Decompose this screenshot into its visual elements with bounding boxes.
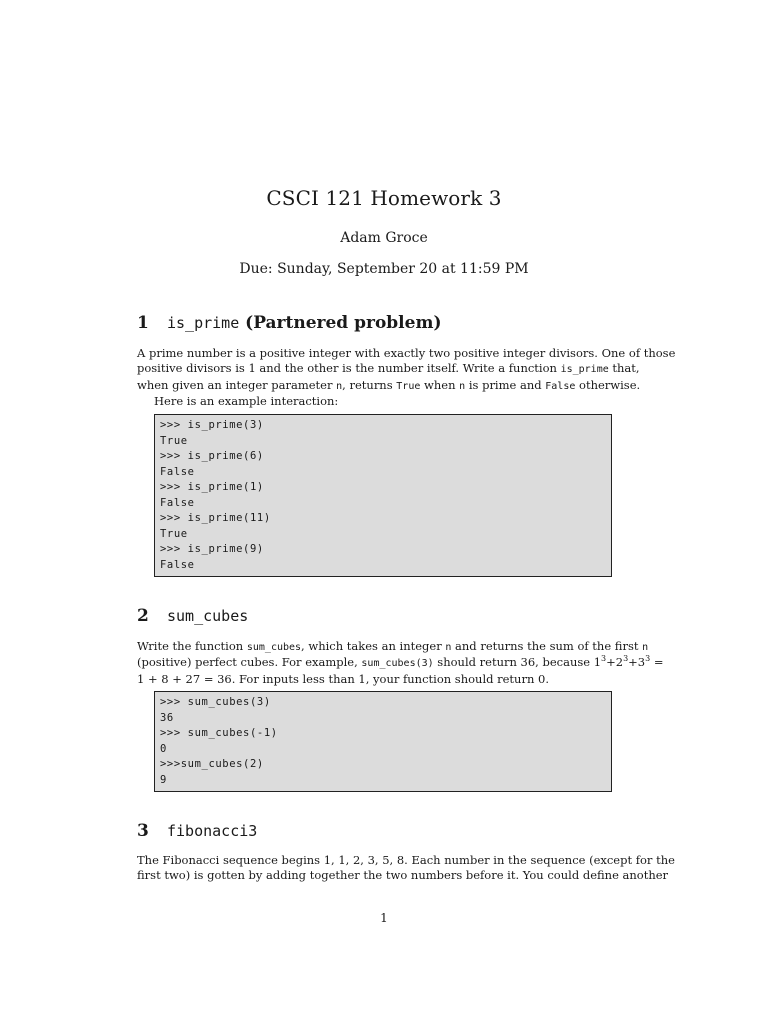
section-title-suffix: (Partnered problem) [239, 313, 442, 333]
inline-code: False [545, 380, 576, 392]
code-line: >>> sum_cubes(3) [160, 696, 271, 708]
inline-code: n [336, 380, 343, 392]
code-line: False [160, 465, 195, 478]
code-block-is-prime [154, 414, 612, 577]
text-run: positive divisors is 1 and the other is the number itself. Write a function [137, 361, 561, 376]
section-number: 3 [137, 821, 149, 841]
paragraph-line [137, 377, 641, 394]
paragraph-line: first two) is gotten by adding together the two numbers before it. You could define another [137, 868, 669, 883]
section-heading-sum-cubes [137, 606, 248, 626]
code-line: False [160, 496, 195, 509]
inline-code: n [459, 380, 466, 392]
section-1-paragraph [137, 346, 676, 410]
text-run: +2 [606, 655, 624, 670]
code-line: >>> is_prime(9) [160, 543, 264, 555]
paragraph-line [137, 654, 664, 671]
section-heading-fibonacci3 [137, 821, 257, 841]
inline-code: sum_cubes [246, 642, 302, 653]
code-line: False [160, 558, 195, 571]
paragraph-line: Here is an example interaction: [154, 394, 339, 409]
text-run: (positive) perfect cubes. For example, [137, 655, 362, 670]
paragraph-line [137, 639, 649, 655]
code-line: >>> is_prime(1) [160, 481, 264, 493]
inline-code: is_prime [560, 364, 609, 376]
code-block-sum-cubes [154, 691, 612, 792]
text-run: = [650, 655, 664, 670]
text-run: , returns [342, 377, 397, 392]
page-title: CSCI 121 Homework 3 [266, 186, 502, 210]
text-run: should return 36, because 1 [433, 655, 602, 670]
text-run: otherwise. [575, 377, 641, 392]
section-2-paragraph [137, 639, 664, 687]
paragraph-line [137, 361, 640, 377]
code-line: >>> is_prime(11) [160, 512, 271, 524]
code-line: 36 [160, 711, 174, 724]
code-line: >>> sum_cubes(-1) [160, 727, 278, 739]
text-run: when [420, 377, 460, 392]
text-run: +3 [628, 655, 646, 670]
inline-code: n [642, 642, 649, 653]
section-code-title: is_prime [167, 314, 240, 332]
code-line: True [160, 434, 188, 447]
text-run: that, [608, 361, 640, 376]
paragraph-line: A prime number is a positive integer with exactly two positive integer divisors. One of those [137, 346, 676, 360]
section-code-title: sum_cubes [167, 607, 249, 625]
section-code-title: fibonacci3 [167, 822, 258, 840]
text-run: Write the function [137, 639, 247, 653]
due-date: Due: Sunday, September 20 at 11:59 PM [239, 261, 529, 277]
page-number: 1 [380, 911, 388, 925]
text-run: is prime and [465, 377, 546, 392]
code-line: 0 [160, 742, 167, 755]
code-line: >>> is_prime(3) [160, 419, 264, 431]
superscript: 3 [645, 654, 651, 664]
section-number: 2 [137, 606, 149, 626]
code-line: >>> is_prime(6) [160, 450, 264, 462]
paragraph-line: 1 + 8 + 27 = 36. For inputs less than 1, your function should return 0. [137, 671, 549, 686]
superscript: 3 [623, 654, 629, 664]
text-run: when given an integer parameter [137, 377, 337, 392]
code-line: True [160, 527, 188, 540]
section-3-paragraph [137, 853, 675, 884]
code-line: 9 [160, 773, 167, 786]
text-run: and returns the sum of the first [451, 639, 643, 653]
inline-code: True [396, 380, 421, 392]
code-line: >>>sum_cubes(2) [160, 758, 264, 770]
text-run: , which takes an integer [301, 639, 446, 653]
superscript: 3 [601, 654, 607, 664]
paragraph-line: The Fibonacci sequence begins 1, 1, 2, 3, 5, 8. Each number in the sequence (except for the [137, 853, 675, 867]
section-heading-is-prime [137, 313, 442, 333]
author: Adam Groce [340, 230, 428, 246]
inline-code: sum_cubes(3) [361, 658, 434, 670]
inline-code: n [445, 642, 452, 653]
section-number: 1 [137, 313, 149, 333]
